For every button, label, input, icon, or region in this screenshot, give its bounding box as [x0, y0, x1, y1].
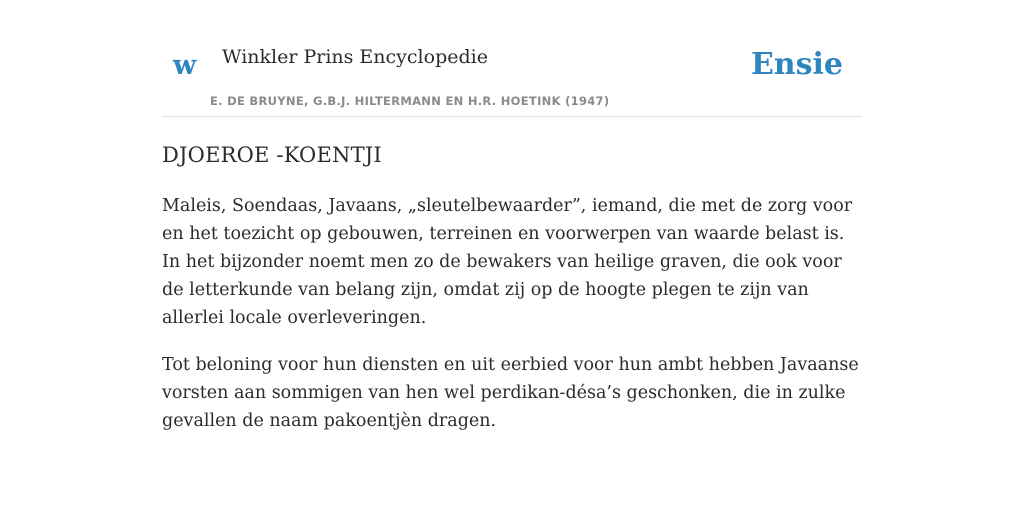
entry-paragraph: Maleis, Soendaas, Javaans, „sleutelbewaarder”, iemand, die met de zorg voor en het toezicht op gebouwen, terreinen en voorwerpen van waarde belast is. In het bijzonder noemt men zo de bewakers van heilige graven, die ook voor de letterkunde van belang zijn, omdat zij op de hoogte plegen te zijn van allerlei locale overleveringen. [162, 196, 853, 329]
publication-logo[interactable]: w [173, 50, 197, 81]
entry-paragraph: Tot beloning voor hun diensten en uit eerbied voor hun ambt hebben Javaanse vorsten aan sommigen van hen wel perdikan-désa’s geschonken, die in zulke gevallen de naam pakoentjèn dragen. [162, 355, 859, 432]
publication-authors: E. DE BRUYNE, G.B.J. HILTERMANN EN H.R. HOETINK (1947) [210, 94, 610, 108]
entry-title: DJOEROE -KOENTJI [162, 143, 382, 167]
publication-header [162, 0, 862, 117]
encyclopedia-card [162, 0, 862, 435]
publication-title[interactable]: Winkler Prins Encyclopedie [222, 46, 488, 68]
ensie-brand-logo[interactable]: Ensie [750, 47, 843, 82]
